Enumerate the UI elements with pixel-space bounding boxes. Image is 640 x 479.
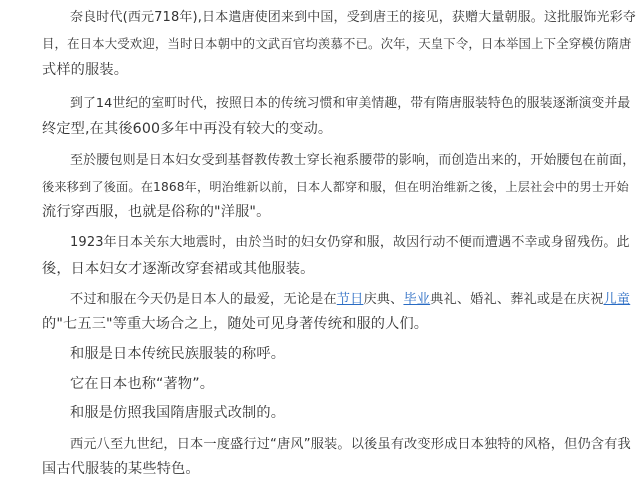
paragraph-line: 它在日本也称“著物”。 [70,376,215,392]
paragraph-line: 的"七五三"等重大场合之上，随处可见身著传统和服的人们。 [42,316,429,332]
paragraph-line [70,291,630,309]
paragraph-line: 至於腰包则是日本妇女受到基督教传教士穿长袍系腰带的影响，而创造出来的，开始腰包在前面， [70,153,636,168]
text-segment: 庆典、 [363,292,404,307]
paragraph-line: 和服是仿照我国隋唐服式改制的。 [70,405,286,421]
paragraph-line: 後，日本妇女才逐渐改穿套裙或其他服装。 [42,261,315,277]
link-festival[interactable]: 节日 [336,292,364,307]
text-segment: 典礼、婚礼、葬礼或是在庆祝 [430,292,604,307]
text-segment: 不过和服在今天仍是日本人的最爱，无论是在 [70,292,337,307]
paragraph-line: 後来移到了後面。在1868年，明治维新以前，日本人都穿和服，但在明治维新之後，上层社会中的男士开始 [42,180,629,194]
paragraph-line: 式样的服装。 [42,62,129,78]
paragraph-line: 奈良时代(西元718年),日本遣唐使团来到中国，受到唐王的接见，获赠大量朝服。这批服饰光彩夺 [70,10,636,25]
paragraph-line: 到了14世纪的室町时代，按照日本的传统习惯和审美情趣，带有隋唐服装特色的服装逐渐演变并最 [70,96,631,111]
paragraph-line: 终定型,在其後600多年中再没有较大的变动。 [42,121,333,137]
link-graduation[interactable]: 毕业 [403,292,431,307]
paragraph-line: 流行穿西服，也就是俗称的"洋服"。 [42,204,271,220]
paragraph-line: 和服是日本传统民族服装的称呼。 [70,346,286,362]
paragraph-line: 1923年日本关东大地震时，由於当时的妇女仍穿和服，故因行动不便而遭遇不幸或身留残伤。此 [70,235,630,250]
paragraph-line: 国古代服装的某些特色。 [42,461,200,477]
paragraph-line: 西元八至九世纪，日本一度盛行过“唐风”服装。以後虽有改变形成日本独特的风格，但仍含有我 [70,437,631,452]
link-children[interactable]: 儿童 [603,292,631,307]
paragraph-line: 目，在日本大受欢迎，当时日本朝中的文武百官均羡慕不已。次年，天皇下令，日本举国上下全穿模仿隋唐 [42,36,632,51]
